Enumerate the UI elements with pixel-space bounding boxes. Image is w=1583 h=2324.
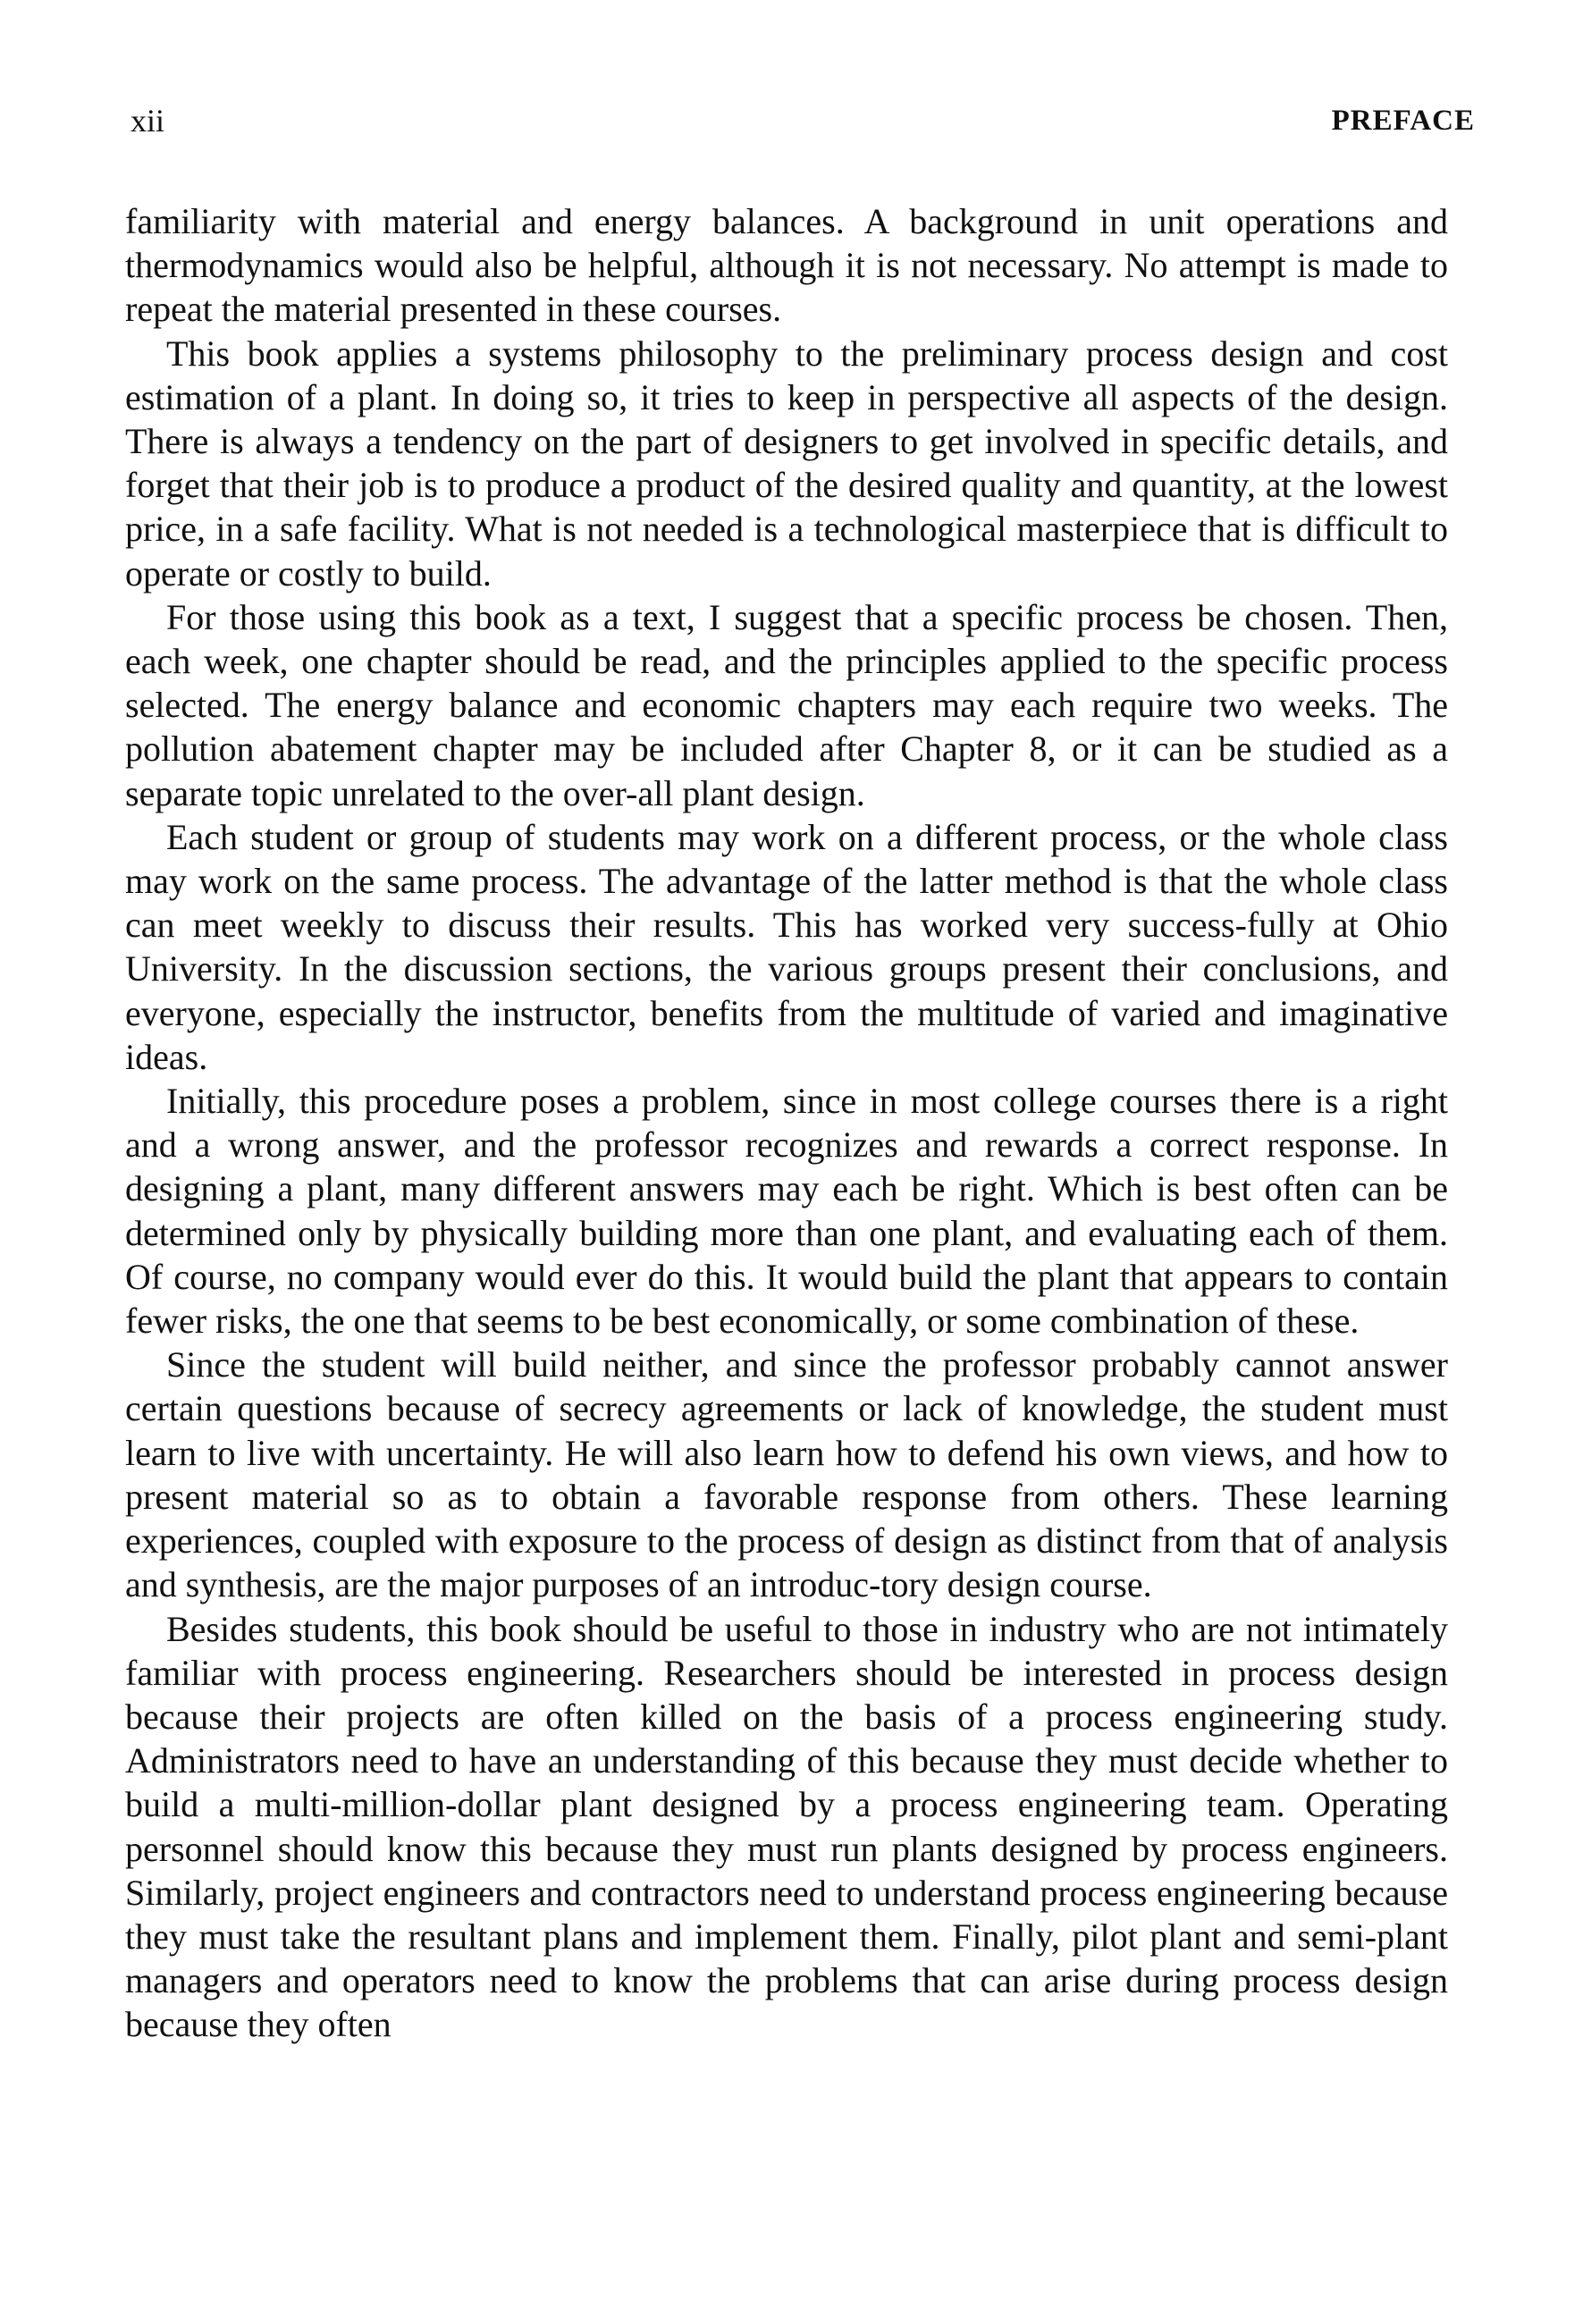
page-number: xii — [131, 103, 165, 139]
body-text — [125, 199, 1448, 2047]
paragraph-continued: familiarity with material and energy balances. A background in unit operations and thermodynamics would also be helpful, although it is not necessary. No attempt is made to repeat the material presented in these courses. — [125, 201, 1448, 330]
paragraph-group-work: Each student or group of students may work on a different process, or the whole class may work on the same process. The advantage of the latter method is that the whole class can meet weekly to discuss their results. This has worked very success-fully at Ohio University. In the discussion sections, the various groups present their conclusions, and everyone, especially the instructor, benefits from the multitude of varied and imaginative ideas. — [125, 816, 1448, 1077]
book-page — [125, 94, 1475, 2275]
paragraph-uncertainty: Since the student will build neither, and since the professor probably cannot answer certain questions because of secrecy agreements or lack of knowledge, the student must learn to live with uncertainty. He will also learn how to defend his own views, and how to present material so as to obtain a favorable response from others. These learning experiences, coupled with exposure to the process of design as distinct from that of analysis and synthesis, are the major purposes of an introduc-tory design course. — [125, 1344, 1448, 1605]
paragraph-using-as-text: For those using this book as a text, I suggest that a specific process be chosen. Then, each week, one chapter should be read, and the principles applied to the specific process selected. The energy balance and economic chapters may each require two weeks. The pollution abatement chapter may be included after Chapter 8, or it can be studied as a separate topic unrelated to the over-all plant design. — [125, 596, 1448, 813]
paragraph-systems-philosophy: This book applies a systems philosophy to the preliminary process design and cost estimation of a plant. In doing so, it tries to keep in perspective all aspects of the design. There is always a tendency on the part of designers to get involved in specific details, and forget that their job is to produce a product of the desired quality and quantity, at the lowest price, in a safe facility. What is not needed is a technological masterpiece that is difficult to operate or costly to build. — [125, 333, 1448, 594]
paragraph-industry-readers: Besides students, this book should be useful to those in industry who are not intimately familiar with process engineering. Researchers should be interested in process design because their projects are often killed on the basis of a process engineering study. Administrators need to have an understanding of this because they must decide whether to build a multi-million-dollar plant designed by a process engineering team. Operating personnel should know this because they must run plants designed by process engineers. Similarly, project engineers and contractors need to understand process engineering because they must take the resultant plans and implement them. Finally, pilot plant and semi-plant managers and operators need to know the problems that can arise during process design because they often — [125, 1608, 1448, 2045]
running-title: PREFACE — [1331, 105, 1475, 137]
paragraph-right-answers: Initially, this procedure poses a problem, since in most college courses there is a right and a wrong answer, and the professor recognizes and rewards a correct response. In designing a plant, many different answers may each be right. Which is best often can be determined only by physically building more than one plant, and evaluating each of them. Of course, no company would ever do this. It would build the plant that appears to contain fewer risks, the one that seems to be best economically, or some combination of these. — [125, 1081, 1448, 1342]
running-head — [125, 94, 1475, 147]
